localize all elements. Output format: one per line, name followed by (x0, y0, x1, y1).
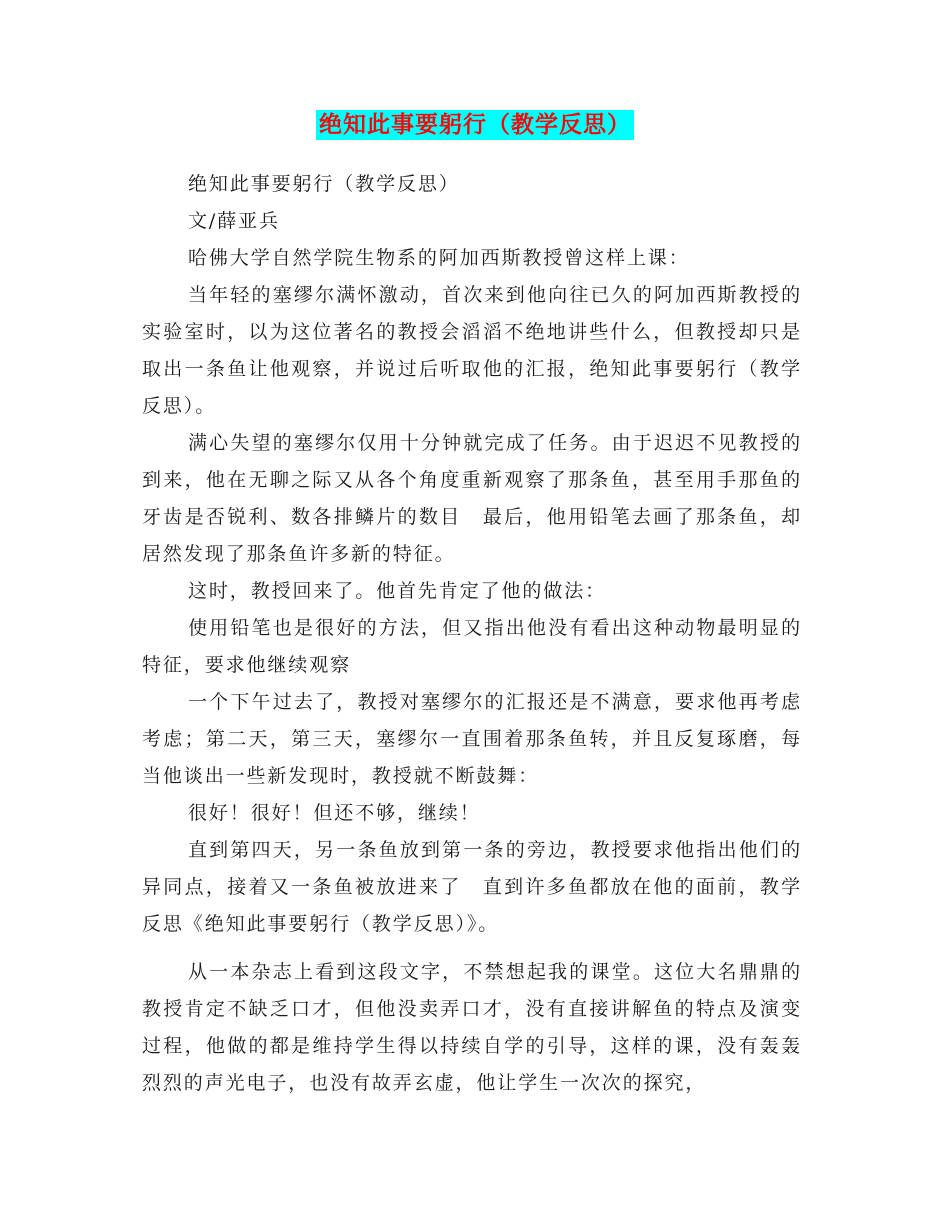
paragraph-author: 文/薛亚兵 (188, 210, 280, 232)
document-title: 绝知此事要躬行（教学反思） (316, 110, 634, 140)
paragraph: 绝知此事要躬行（教学反思） (188, 173, 460, 195)
paragraph: 很好！很好！但还不够，继续！ (188, 802, 481, 824)
paragraph: 哈佛大学自然学院生物系的阿加西斯教授曾这样上课： (188, 247, 690, 269)
document-body (142, 166, 802, 1102)
paragraph: 一个下午过去了，教授对塞缪尔的汇报还是不满意，要求他再考虑考虑；第二天，第三天，塞缪尔一直围着那条鱼转，并且反复琢磨，每当他谈出一些新发现时，教授就不断鼓舞： (142, 691, 802, 787)
paragraph: 直到第四天，另一条鱼放到第一条的旁边，教授要求他指出他们的异同点，接着又一条鱼被放进来了 直到许多鱼都放在他的面前，教学反思《绝知此事要躬行（教学反思）》。 (142, 839, 802, 935)
paragraph: 使用铅笔也是很好的方法，但又指出他没有看出这种动物最明显的特征，要求他继续观察 (142, 617, 802, 676)
paragraph: 这时，教授回来了。他首先肯定了他的做法： (188, 580, 607, 602)
title-container (0, 110, 950, 140)
paragraph: 从一本杂志上看到这段文字，不禁想起我的课堂。这位大名鼎鼎的教授肯定不缺乏口才，但他没卖弄口才，没有直接讲解鱼的特点及演变过程，他做的都是维持学生得以持续自学的引导，这样的课，没有轰轰烈烈的声光电子，也没有故弄玄虚，他让学生一次次的探究， (142, 961, 802, 1094)
paragraph: 当年轻的塞缪尔满怀激动，首次来到他向往已久的阿加西斯教授的实验室时，以为这位著名的教授会滔滔不绝地讲些什么，但教授却只是取出一条鱼让他观察，并说过后听取他的汇报，绝知此事要躬行（教学反思）。 (142, 284, 802, 417)
paragraph: 满心失望的塞缪尔仅用十分钟就完成了任务。由于迟迟不见教授的到来，他在无聊之际又从各个角度重新观察了那条鱼，甚至用手那鱼的牙齿是否锐利、数各排鳞片的数目 最后，他用铅笔去画了那条鱼，却居然发现了那条鱼许多新的特征。 (142, 432, 802, 565)
